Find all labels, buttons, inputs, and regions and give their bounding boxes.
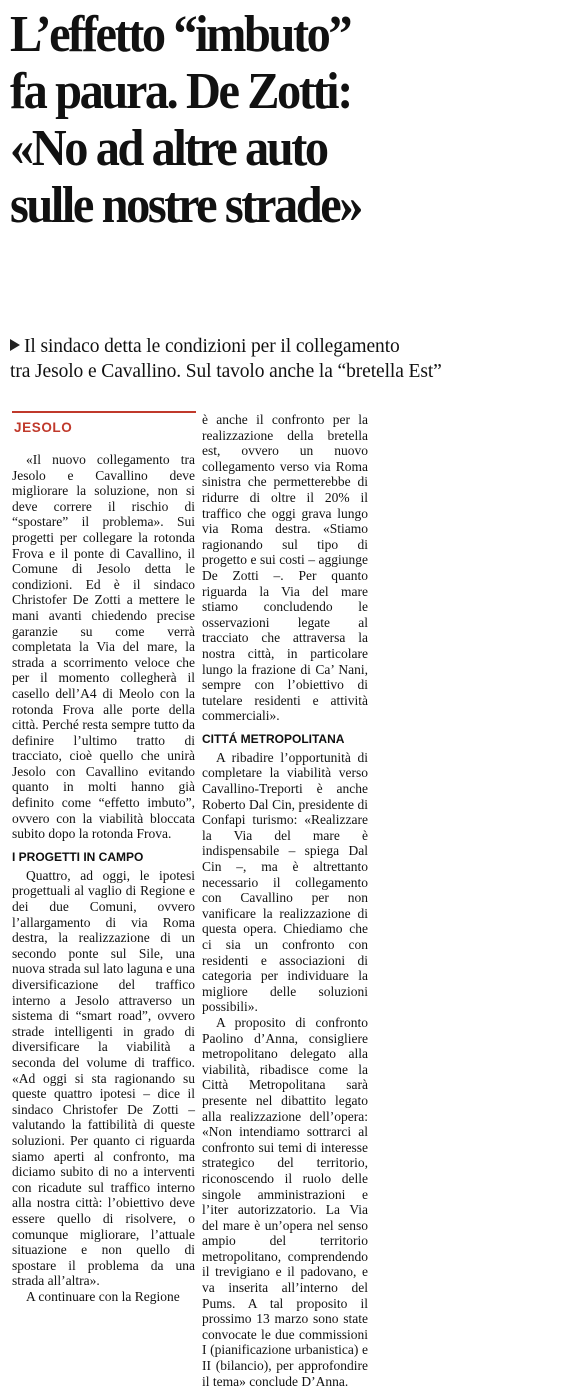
subheadline-text-1: Il sindaco detta le condizioni per il collegamento: [24, 336, 400, 357]
article-column-2: [202, 412, 368, 1389]
section-subtitle: I PROGETTI IN CAMPO: [12, 849, 144, 864]
headline-line-2: fa paura. De Zotti:: [10, 63, 351, 120]
headline-line-3: «No ad altre auto: [10, 120, 327, 177]
paragraph: A proposito di confronto Paolino d’Anna, consigliere metropolitano delegato alla viabilità, ribadisce come la Città Metropolitana sarà presente nel dibattito legato alla realizzazione dell’opera: «Non intendiamo sottrarci al confronto sui temi di interesse strategico del territorio, riconoscendo il ruolo delle singole amministrazioni e l’iter autorizzatorio. La Via del mare è un’opera nel senso ampio del territorio metropolitano, comprendendo il trevigiano e il padovano, e va inserita all’interno del Pums. A tal proposito il prossimo 13 marzo sono state convocate le due commissioni I (pianificazione urbanistica) e II (bilancio), per approfondire il tema» conclude D’Anna.: [202, 1014, 368, 1389]
paragraph: Quattro, ad oggi, le ipotesi progettuali al vaglio di Regione e dei due Comuni, ovvero l’allargamento di via Roma destra, la realizzazione di un secondo ponte sul Sile, una nuova strada sul lato laguna e una diversificazione del traffico interno a Jesolo attraverso un sistema di “smart road”, ovvero strade intelligenti in grado di diversificare la viabilità a seconda del volume di traffico. «Ad oggi si sta ragionando su queste quattro ipotesi – dice il sindaco Christofer De Zotti – valutando la fattibilità di queste soluzioni. Per quanto ci riguarda siamo aperti al confronto, ma diciamo subito di no a interventi con ricadute sul traffico interno alla nostra città: l’obiettivo deve essere quello di risolvere, o comunque migliorare, l’attuale situazione e non quello di spostare il problema da una strada all’altra».: [12, 867, 195, 1289]
headline-line-4: sulle nostre strade»: [10, 177, 362, 234]
headline: [10, 6, 535, 234]
subheadline: [10, 334, 570, 384]
headline-line-1: L’effetto “imbuto”: [10, 6, 351, 63]
section-kicker: JESOLO: [14, 420, 73, 435]
paragraph: «Il nuovo collegamento tra Jesolo e Cavallino deve migliorare la soluzione, non si deve correre il rischio di “spostare” il problema». Sui progetti per collegare la rotonda Frova e il ponte di Cavallino, il Comune di Jesolo detta le condizioni. Ed è il sindaco Christofer De Zotti a mettere le mani avanti chiedendo precise garanzie su come verrà completata la Via del mare, la strada a scorrimento veloce che per il momento collegherà il casello dell’A4 di Meolo con la rotonda Frova alle porte della città. Perché resta sempre tutto da definire l’ultimo tratto di tracciato, cioè quello che unirà Jesolo con Cavallino evitando quanto in molti hanno già definito come “effetto imbuto”, ovvero con la viabilità bloccata subito dopo la rotonda Frova.: [12, 452, 195, 842]
subheadline-line-2: tra Jesolo e Cavallino. Sul tavolo anche la “bretella Est”: [10, 361, 442, 382]
paragraph: A ribadire l’opportunità di completare la viabilità verso Cavallino-Treporti è anche Roberto Dal Cin, presidente di Confapi turismo: «Realizzare la Via del mare è indispensabile – spiega Dal Cin –, ma è altrettanto necessario il collegamento con Cavallino per non vanificare la realizzazione di questa opera. Chiediamo che ci sia un confronto con residenti e associazioni di categoria per individuare la migliore delle soluzioni possibili».: [202, 749, 368, 1015]
triangle-bullet-icon: [10, 339, 20, 351]
paragraph: A continuare con la Regione: [26, 1288, 180, 1304]
article-column-1: [12, 452, 195, 1304]
subheadline-line-1: [10, 334, 570, 359]
kicker-rule: [12, 411, 196, 413]
section-subtitle: CITTÁ METROPOLITANA: [202, 731, 345, 746]
paragraph: è anche il confronto per la realizzazione della bretella est, ovvero un nuovo collegamento verso via Roma sinistra che permetterebbe di ridurre di oltre il 20% il traffico che oggi grava lungo via Roma destra. «Stiamo ragionando sul tipo di progetto e sui costi – aggiunge De Zotti –. Per quanto riguarda la Via del mare stiamo concludendo le osservazioni legate al tracciato che attraversa la nostra città, in particolare lungo la frazione di Ca’ Nani, sempre con l’obiettivo di tutelare residenti e attività commerciali».: [202, 412, 368, 724]
